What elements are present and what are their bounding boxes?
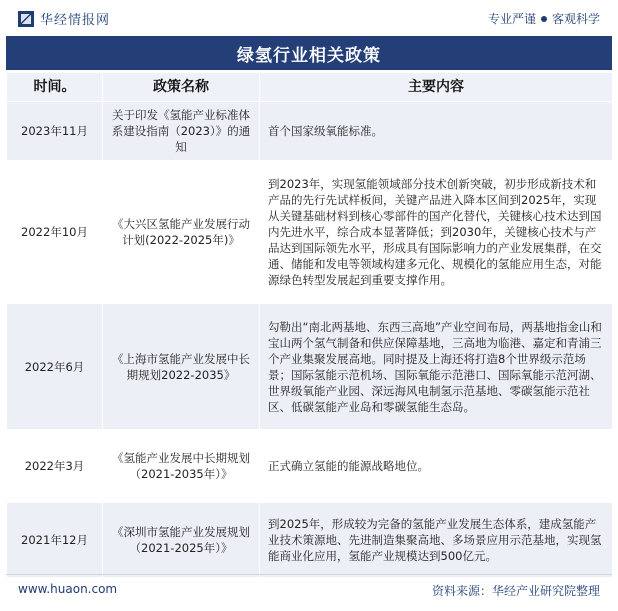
title-banner <box>6 36 612 70</box>
brand-logo <box>18 9 110 28</box>
cell-time: 2023年11月 <box>7 102 103 161</box>
table-row <box>7 430 613 503</box>
footer-divider <box>6 574 612 575</box>
table-row <box>7 503 613 578</box>
cell-time: 2021年12月 <box>7 503 103 578</box>
table-header-row <box>7 73 613 102</box>
policy-table <box>6 72 613 578</box>
column-header-policy-name: 政策名称 <box>103 73 260 102</box>
cell-policy-name: 关于印发《氢能产业标准体系建设指南（2023）》的通知 <box>103 102 260 161</box>
cell-policy-name: 《大兴区氢能产业发展行动计划(2022-2025年)》 <box>103 161 260 304</box>
table-row <box>7 304 613 430</box>
cell-main-content: 首个国家级氧能标准。 <box>260 102 613 161</box>
slogan-right: 客观科学 <box>551 12 600 26</box>
column-header-time: 时间。 <box>7 73 103 102</box>
cell-main-content: 正式确立氢能的能源战略地位。 <box>260 430 613 503</box>
cell-main-content: 勾勒出“南北两基地、东西三高地”产业空间布局，两基地指金山和宝山两个氢气制备和供应保障基地，三高地为临港、嘉定和青浦三个产业集聚发展高地。同时提及上海还将打造8个世界级示范场景；国际氢能示范机场、国际氧能示范港口、国际氧能示范河湖、世界级氧能产业园、深远海风电制氢示范基地、零碳氢能示范社区、低碳氢能产业岛和零碳氢能生态岛。 <box>260 304 613 430</box>
brand-name: 华经情报网 <box>40 13 111 28</box>
table-row <box>7 102 613 161</box>
table-row <box>7 161 613 304</box>
cell-time: 2022年6月 <box>7 304 103 430</box>
cell-policy-name: 《深圳市氢能产业发展规划（2021-2025年）》 <box>103 503 260 578</box>
data-source: 资料来源：华经产业研究院整理 <box>431 584 600 598</box>
cell-time: 2022年10月 <box>7 161 103 304</box>
slogan-left: 专业严谨 <box>487 12 536 26</box>
column-header-main-content: 主要内容 <box>260 73 613 102</box>
cell-policy-name: 《上海市氢能产业发展中长期规划2022-2035》 <box>103 304 260 430</box>
slogan <box>488 10 600 27</box>
bullet-dot-icon <box>541 16 547 22</box>
footer <box>0 574 618 604</box>
cell-main-content: 到2023年，实现氢能领域部分技术创新突破，初步形成新技术和产品的先行先试样板间，关键产品进入降本区间到2025年，实现从关键基础材料到核心零部件的国产化替代，关键核心技术达到国内先进水平，综合成本显著降低；到2030年，关键核心技术与产品达到国际领先水平，形成具有国际影响力的产业发展集群，在交通、储能和发电等领域构建多元化、规模化的氢能应用生态，对能源绿色转型发展起到重要支撑作用。 <box>260 161 613 304</box>
site-url[interactable]: www.huaon.com <box>18 582 118 596</box>
cell-main-content: 到2025年，形成较为完备的氢能产业发展生态体系，建成氢能产业技术策源地、先进制造集聚高地、多场景应用示范基地，实现氢能商业化应用，氢能产业规模达到500亿元。 <box>260 503 613 578</box>
page-title: 绿氢行业相关政策 <box>237 45 381 66</box>
cell-time: 2022年3月 <box>7 430 103 503</box>
brand-logo-icon <box>18 11 34 27</box>
cell-policy-name: 《氢能产业发展中长期规划（2021-2035年）》 <box>103 430 260 503</box>
top-bar <box>0 0 618 34</box>
